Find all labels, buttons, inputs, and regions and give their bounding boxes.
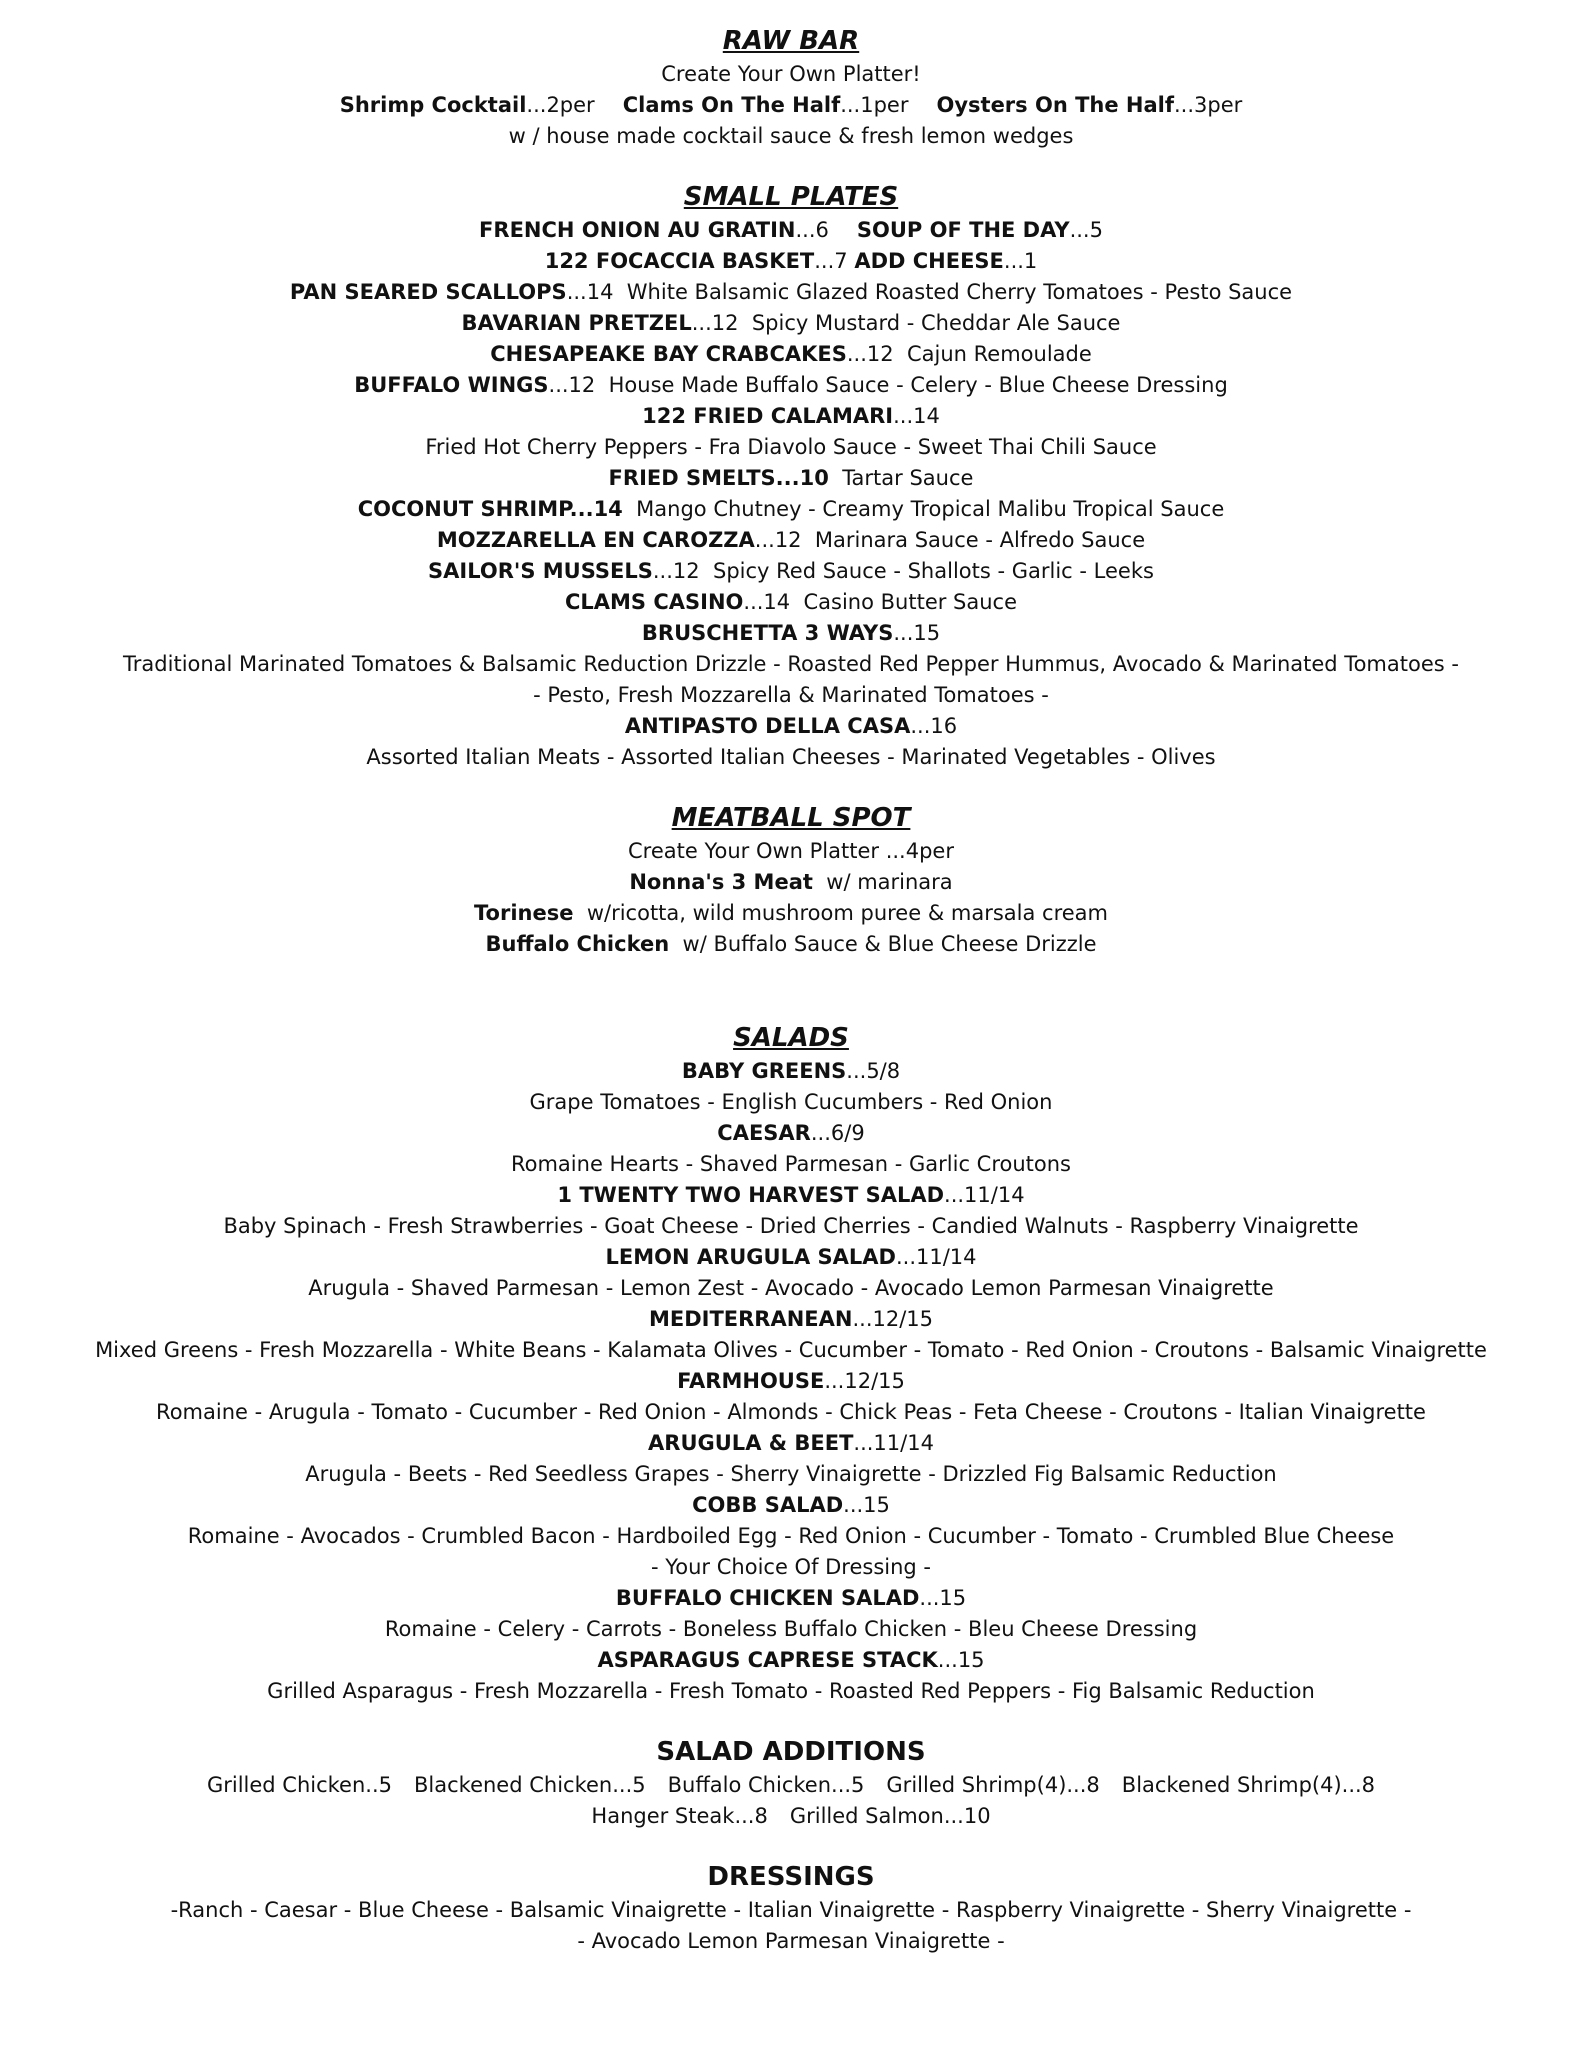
item-name: PAN SEARED SCALLOPS — [289, 280, 567, 304]
item-description: Tartar Sauce — [842, 466, 974, 490]
menu-item-line — [0, 1242, 1582, 1273]
item-description: w/ marinara — [826, 870, 953, 894]
item-name: 122 FOCACCIA BASKET — [544, 249, 815, 273]
small-plates-heading: SMALL PLATES — [683, 182, 899, 212]
item-description: Baby Spinach - Fresh Strawberries - Goat Cheese - Dried Cherries - Candied Walnuts - Raspberry Vinaigrette — [223, 1214, 1359, 1238]
menu-item-line — [0, 618, 1582, 649]
item-price: ...12/15 — [824, 1369, 905, 1393]
item-name: 1 TWENTY TWO HARVEST SALAD — [557, 1183, 945, 1207]
item-price: ...15 — [919, 1586, 967, 1610]
item-name: CHESAPEAKE BAY CRABCAKES — [490, 342, 847, 366]
addition-item: Blackened Shrimp(4)...8 — [1121, 1773, 1376, 1797]
item-description: Casino Butter Sauce — [803, 590, 1018, 614]
item-name: COCONUT SHRIMP...14 — [357, 497, 623, 521]
menu-item-line — [0, 1645, 1582, 1676]
item-price: ...12/15 — [852, 1307, 934, 1331]
item-description: House Made Buffalo Sauce - Celery - Blue Cheese Dressing — [608, 373, 1228, 397]
menu-item-line — [0, 1366, 1582, 1397]
item-price: ...11/14 — [853, 1431, 934, 1455]
addition-item: Buffalo Chicken...5 — [667, 1773, 865, 1797]
addition-item: Grilled Shrimp(4)...8 — [886, 1773, 1100, 1797]
menu-item-line — [0, 339, 1582, 370]
meatball-intro: Create Your Own Platter ...4per — [628, 839, 954, 863]
item-description: Grape Tomatoes - English Cucumbers - Red Onion — [529, 1090, 1053, 1114]
menu-item-line — [0, 370, 1582, 401]
raw-bar-items — [0, 90, 1582, 121]
menu-item-line — [0, 1118, 1582, 1149]
item-name: ASPARAGUS CAPRESE STACK — [597, 1648, 938, 1672]
menu-item-line — [0, 1056, 1582, 1087]
item-price: ...12 — [754, 528, 802, 552]
menu-item-line — [0, 308, 1582, 339]
item-name: BRUSCHETTA 3 WAYS — [641, 621, 894, 645]
item-name: SOUP OF THE DAY — [856, 218, 1070, 242]
item-price: ...12 — [652, 559, 700, 583]
addition-item: Grilled Chicken..5 — [206, 1773, 392, 1797]
raw-bar-heading: RAW BAR — [722, 26, 860, 56]
salad-additions-section — [0, 1737, 1582, 1832]
item-name: ARUGULA & BEET — [648, 1431, 854, 1455]
menu-page — [0, 26, 1582, 1957]
item-price: ...11/14 — [944, 1183, 1025, 1207]
meatball-spot-section — [0, 803, 1582, 960]
item-name: 122 FRIED CALAMARI — [642, 404, 894, 428]
item-description: Fried Hot Cherry Peppers - Fra Diavolo Sauce - Sweet Thai Chili Sauce — [425, 435, 1157, 459]
item-price: ...7 — [814, 249, 848, 273]
item-name: SAILOR'S MUSSELS — [428, 559, 653, 583]
item-name: BAVARIAN PRETZEL — [461, 311, 692, 335]
item-price: ...6/9 — [810, 1121, 865, 1145]
addition-item: Hanger Steak...8 — [591, 1804, 768, 1828]
menu-item-line — [0, 525, 1582, 556]
menu-item-line — [0, 463, 1582, 494]
salads-section — [0, 1023, 1582, 1707]
dressings-list: -Ranch - Caesar - Blue Cheese - Balsamic Vinaigrette - Italian Vinaigrette - Raspberry Vinaigrette - Sherry Vinaigrette - — [170, 1898, 1412, 1922]
item-description: Cajun Remoulade — [906, 342, 1092, 366]
item-price: ...14 — [566, 280, 614, 304]
item-name: LEMON ARUGULA SALAD — [605, 1245, 896, 1269]
item-name: Nonna's 3 Meat — [629, 870, 813, 894]
additions-line — [0, 1801, 1582, 1832]
menu-item-line — [0, 1180, 1582, 1211]
item-description: Marinara Sauce - Alfredo Sauce — [814, 528, 1146, 552]
menu-item-line — [0, 556, 1582, 587]
item-description: Spicy Red Sauce - Shallots - Garlic - Leeks — [712, 559, 1154, 583]
item-price: ...15 — [843, 1493, 890, 1517]
dressings-list: - Avocado Lemon Parmesan Vinaigrette - — [577, 1929, 1005, 1953]
item-name: Torinese — [474, 901, 574, 925]
item-description: Arugula - Beets - Red Seedless Grapes - Sherry Vinaigrette - Drizzled Fig Balsamic Reduction — [305, 1462, 1277, 1486]
menu-item-line — [0, 1490, 1582, 1521]
item-price: ...1 — [1003, 249, 1038, 273]
item-name: BUFFALO WINGS — [354, 373, 549, 397]
dressings-heading: DRESSINGS — [707, 1862, 875, 1892]
menu-item-line — [0, 587, 1582, 618]
item-price: ...14 — [743, 590, 791, 614]
item-name: CLAMS CASINO — [564, 590, 744, 614]
item-name: MEDITERRANEAN — [648, 1307, 853, 1331]
item-price: ...14 — [893, 404, 940, 428]
item-description: Mixed Greens - Fresh Mozzarella - White Beans - Kalamata Olives - Cucumber - Tomato - Red Onion - Croutons - Balsamic Vinaigrette — [95, 1338, 1487, 1362]
menu-item-line — [0, 1428, 1582, 1459]
item-price: ...15 — [893, 621, 941, 645]
item-description: Grilled Asparagus - Fresh Mozzarella - Fresh Tomato - Roasted Red Peppers - Fig Balsamic Reduction — [267, 1679, 1315, 1703]
menu-item-line — [0, 929, 1582, 960]
item-name: Oysters On The Half — [936, 93, 1174, 117]
item-description: - Pesto, Fresh Mozzarella & Marinated Tomatoes - — [533, 683, 1049, 707]
item-price: ...5/8 — [846, 1059, 901, 1083]
item-price: ...12 — [846, 342, 894, 366]
menu-item-line — [0, 1583, 1582, 1614]
addition-item: Grilled Salmon...10 — [789, 1804, 991, 1828]
item-description: Romaine - Celery - Carrots - Boneless Buffalo Chicken - Bleu Cheese Dressing — [384, 1617, 1198, 1641]
item-description: Traditional Marinated Tomatoes & Balsamic Reduction Drizzle - Roasted Red Pepper Hummus, Avocado & Marinated Tomatoes - — [123, 652, 1459, 676]
item-name: FARMHOUSE — [677, 1369, 825, 1393]
item-name: ANTIPASTO DELLA CASA — [624, 714, 911, 738]
item-name: FRIED SMELTS...10 — [608, 466, 829, 490]
small-plates-section — [0, 182, 1582, 773]
item-description: Mango Chutney - Creamy Tropical Malibu Tropical Sauce — [636, 497, 1225, 521]
meatball-spot-heading: MEATBALL SPOT — [671, 803, 911, 833]
item-name: FRENCH ONION AU GRATIN — [479, 218, 796, 242]
item-description: Romaine - Arugula - Tomato - Cucumber - Red Onion - Almonds - Chick Peas - Feta Cheese - Croutons - Italian Vinaigrette — [156, 1400, 1426, 1424]
item-price: ...5 — [1069, 218, 1103, 242]
salads-heading: SALADS — [733, 1023, 849, 1053]
addition-item: Blackened Chicken...5 — [414, 1773, 646, 1797]
item-price: ...15 — [937, 1648, 985, 1672]
raw-bar-intro: Create Your Own Platter! — [661, 62, 921, 86]
item-description: Spicy Mustard - Cheddar Ale Sauce — [751, 311, 1121, 335]
item-price: ...1per — [840, 93, 909, 117]
item-price: ...11/14 — [895, 1245, 977, 1269]
item-description: White Balsamic Glazed Roasted Cherry Tomatoes - Pesto Sauce — [626, 280, 1293, 304]
item-description: w/ricotta, wild mushroom puree & marsala cream — [586, 901, 1108, 925]
item-name: BUFFALO CHICKEN SALAD — [615, 1586, 920, 1610]
item-description: - Your Choice Of Dressing - — [650, 1555, 932, 1579]
item-name: ADD CHEESE — [854, 249, 1004, 273]
menu-item-line — [0, 494, 1582, 525]
menu-item-line — [0, 898, 1582, 929]
salad-additions-heading: SALAD ADDITIONS — [656, 1737, 926, 1767]
item-name: COBB SALAD — [692, 1493, 844, 1517]
item-name: CAESAR — [717, 1121, 811, 1145]
menu-item-line — [0, 215, 1582, 246]
item-description: w/ Buffalo Sauce & Blue Cheese Drizzle — [682, 932, 1097, 956]
item-price: ...6 — [795, 218, 829, 242]
dressings-section — [0, 1862, 1582, 1957]
raw-bar-section — [0, 26, 1582, 152]
item-description: Assorted Italian Meats - Assorted Italian Cheeses - Marinated Vegetables - Olives — [366, 745, 1216, 769]
menu-item-line — [0, 401, 1582, 432]
additions-line — [0, 1770, 1582, 1801]
item-description: Romaine - Avocados - Crumbled Bacon - Hardboiled Egg - Red Onion - Cucumber - Tomato - Crumbled Blue Cheese — [187, 1524, 1395, 1548]
item-name: Shrimp Cocktail — [339, 93, 527, 117]
item-name: MOZZARELLA EN CAROZZA — [436, 528, 755, 552]
menu-item-line — [0, 711, 1582, 742]
item-description: Arugula - Shaved Parmesan - Lemon Zest - Avocado - Avocado Lemon Parmesan Vinaigrette — [308, 1276, 1274, 1300]
item-price: ...2per — [526, 93, 595, 117]
item-price: ...16 — [910, 714, 958, 738]
item-price: ...12 — [691, 311, 739, 335]
item-name: Buffalo Chicken — [485, 932, 670, 956]
menu-item-line — [0, 246, 1582, 277]
item-price: ...3per — [1174, 93, 1243, 117]
item-price: ...12 — [548, 373, 596, 397]
raw-bar-note: w / house made cocktail sauce & fresh lemon wedges — [508, 124, 1074, 148]
item-description: Romaine Hearts - Shaved Parmesan - Garlic Croutons — [510, 1152, 1071, 1176]
menu-item-line — [0, 867, 1582, 898]
menu-item-line — [0, 277, 1582, 308]
item-name: Clams On The Half — [622, 93, 841, 117]
menu-item-line — [0, 1304, 1582, 1335]
item-name: BABY GREENS — [681, 1059, 847, 1083]
